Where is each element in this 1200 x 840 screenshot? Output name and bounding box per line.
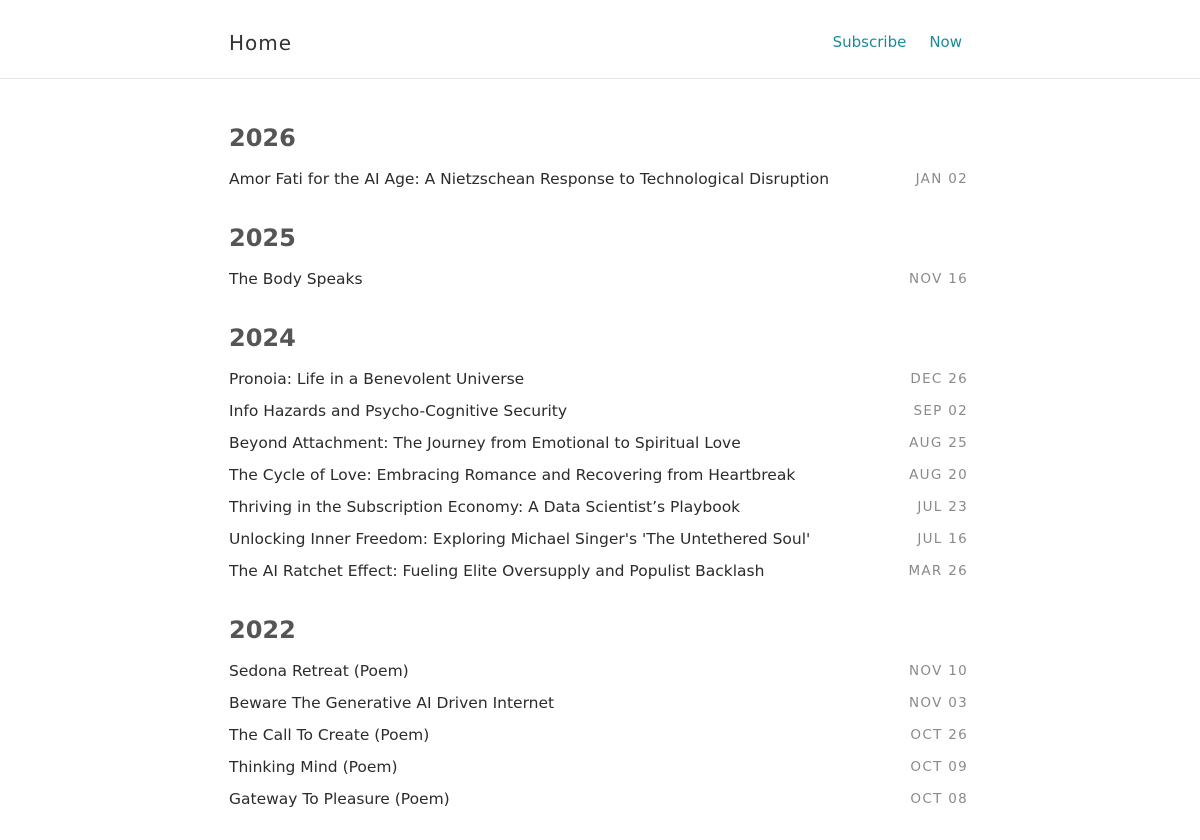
post-row	[229, 263, 968, 295]
post-date: DEC 26	[910, 371, 968, 387]
post-row	[229, 555, 968, 587]
post-date: OCT 26	[910, 727, 968, 743]
nav-subscribe-link[interactable]: Subscribe	[832, 33, 907, 51]
post-date: JUL 16	[917, 531, 968, 547]
post-date: MAR 26	[908, 563, 968, 579]
post-link[interactable]: Amor Fati for the AI Age: A Nietzschean Response to Technological Disruption	[229, 170, 830, 188]
post-archive	[229, 120, 968, 840]
post-link[interactable]: Beware The Generative AI Driven Internet	[229, 694, 555, 712]
post-link[interactable]: The Body Speaks	[229, 270, 363, 288]
nav-now-link[interactable]: Now	[929, 33, 962, 51]
year-section	[229, 220, 968, 295]
post-row	[229, 523, 968, 555]
year-heading: 2024	[229, 324, 296, 352]
post-date: NOV 16	[909, 271, 968, 287]
post-date: OCT 09	[910, 759, 968, 775]
year-section	[229, 120, 968, 195]
post-row	[229, 491, 968, 523]
post-link[interactable]: The AI Ratchet Effect: Fueling Elite Oversupply and Populist Backlash	[229, 562, 765, 580]
post-date: NOV 10	[909, 663, 968, 679]
post-link[interactable]: Gateway To Pleasure (Poem)	[229, 790, 450, 808]
post-link[interactable]: Info Hazards and Psycho-Cognitive Security	[229, 402, 568, 420]
post-date: SEP 02	[913, 403, 968, 419]
post-link[interactable]: Pronoia: Life in a Benevolent Universe	[229, 370, 525, 388]
post-link[interactable]: Thriving in the Subscription Economy: A Data Scientist’s Playbook	[229, 498, 741, 516]
post-row	[229, 459, 968, 491]
post-row	[229, 719, 968, 751]
post-link[interactable]: Beyond Attachment: The Journey from Emotional to Spiritual Love	[229, 434, 741, 452]
post-link[interactable]: Thinking Mind (Poem)	[229, 758, 398, 776]
year-section	[229, 320, 968, 587]
post-date: AUG 25	[909, 435, 968, 451]
post-row	[229, 783, 968, 815]
post-row	[229, 751, 968, 783]
post-row	[229, 163, 968, 195]
post-link[interactable]: The Call To Create (Poem)	[229, 726, 430, 744]
home-link[interactable]: Home	[229, 31, 293, 55]
post-date: JUL 23	[917, 499, 968, 515]
post-link[interactable]: Unlocking Inner Freedom: Exploring Michael Singer's 'The Untethered Soul'	[229, 530, 811, 548]
year-heading: 2026	[229, 124, 296, 152]
post-link[interactable]: Sedona Retreat (Poem)	[229, 662, 409, 680]
post-row	[229, 687, 968, 719]
site-header	[0, 0, 1200, 79]
post-date: NOV 03	[909, 695, 968, 711]
post-date: AUG 20	[909, 467, 968, 483]
post-link[interactable]: The Cycle of Love: Embracing Romance and Recovering from Heartbreak	[229, 466, 796, 484]
year-section	[229, 612, 968, 815]
year-heading: 2025	[229, 224, 296, 252]
year-heading: 2022	[229, 616, 296, 644]
post-row	[229, 363, 968, 395]
site-nav	[833, 32, 962, 52]
post-date: OCT 08	[910, 791, 968, 807]
post-row	[229, 427, 968, 459]
post-row	[229, 655, 968, 687]
post-date: JAN 02	[915, 171, 968, 187]
post-row	[229, 395, 968, 427]
